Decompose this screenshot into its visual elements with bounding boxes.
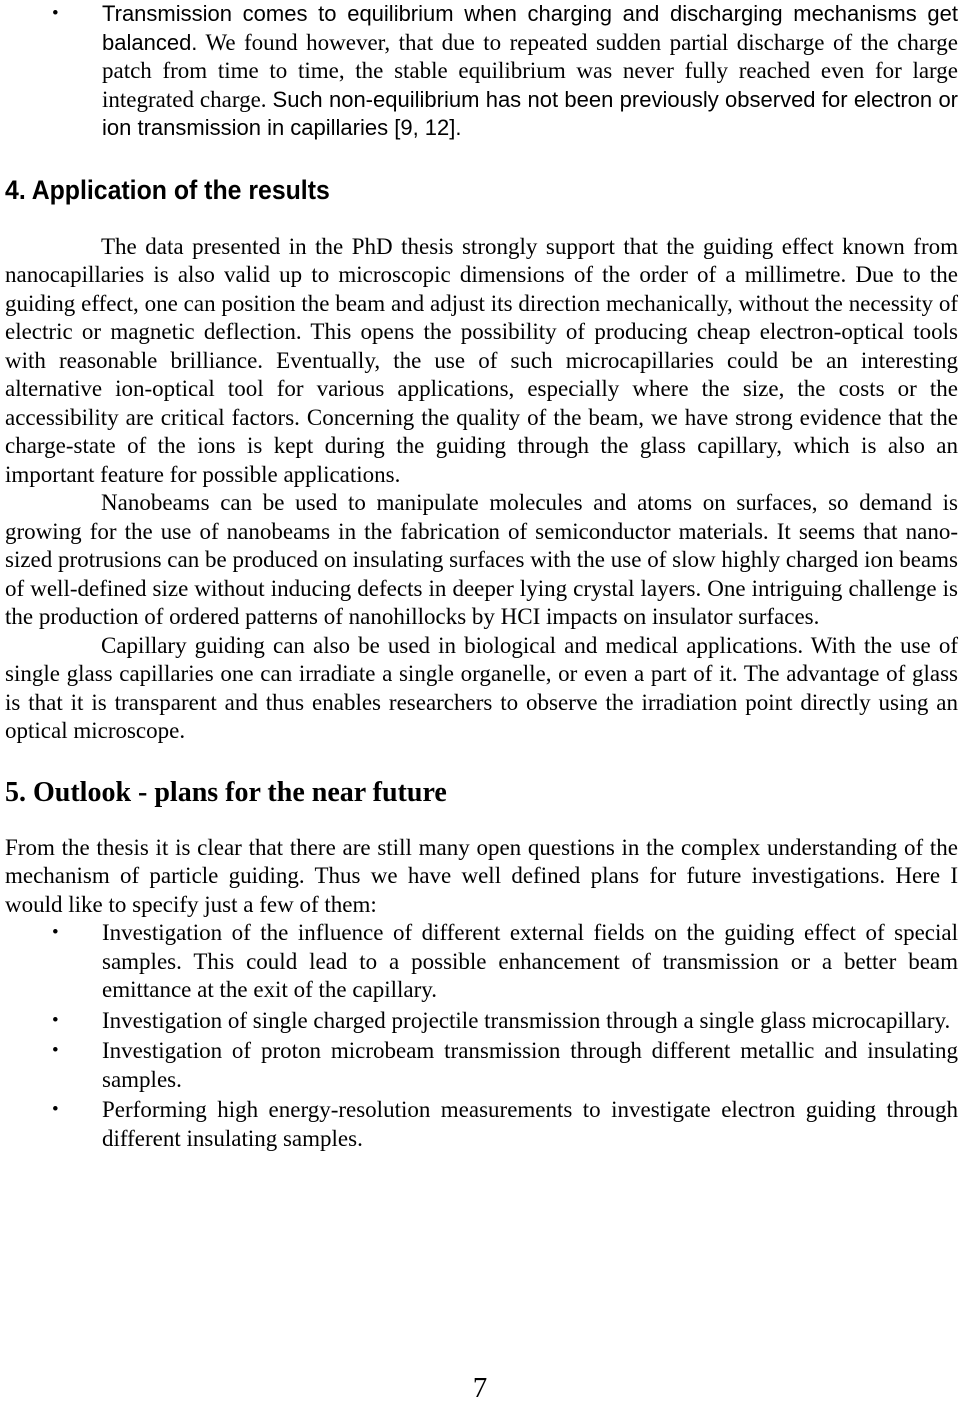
section-4-body [5, 233, 958, 746]
bullet-icon: • [52, 1099, 59, 1120]
intro-bullet-list [5, 0, 958, 143]
plan-item [5, 919, 958, 1005]
plan-item [5, 1096, 958, 1153]
plan-item [5, 1007, 958, 1036]
plans-list [5, 919, 958, 1153]
section-4-heading: 4. Application of the results [5, 174, 330, 205]
plan-item-text: Investigation of the influence of different external fields on the guiding effect of special samples. This could lead to a possible enhancement of transmission or a better beam emittance at the exit of the capillary. [102, 920, 958, 1002]
section-4-paragraph-3: Capillary guiding can also be used in biological and medical applications. With the use of single glass capillaries one can irradiate a single organelle, or even a part of it. The advantage of glass is that it is transparent and thus enables researchers to observe the irradiation point directly using an optical microscope. [5, 632, 958, 743]
section-4-paragraph-1: The data presented in the PhD thesis strongly support that the guiding effect known from nanocapillaries is also valid up to microscopic dimensions of the order of a millimetre. Due to the guiding effect, one can position the beam and adjust its direction mechanically, without the necessity of electric or magnetic deflection. This opens the possibility of producing cheap electron-optical tools with reasonable brilliance. Eventually, the use of such microcapillaries could be an interesting alternative ion-optical tool for various applications, especially where the size, the costs or the accessibility are critical factors. Concerning the quality of the beam, we have strong evidence that the charge-state of the ions is kept during the guiding through the glass capillary, which is also an important feature for possible applications. [5, 233, 958, 487]
bullet-icon: • [52, 1040, 59, 1061]
page-number: 7 [472, 1372, 488, 1404]
section-4-paragraph-2: Nanobeams can be used to manipulate molecules and atoms on surfaces, so demand is growing for the use of nanobeams in the fabrication of semiconductor materials. It seems that nano-sized protrusions can be produced on insulating surfaces with the use of slow highly charged ion beams of well-defined size without inducing defects in deeper lying crystal layers. One intriguing challenge is the production of ordered patterns of nanohillocks by HCI impacts on insulator surfaces. [5, 490, 958, 629]
bullet-icon: • [52, 1009, 59, 1031]
intro-bullet-text-2: We found however, that due to repeated sudden partial discharge of the charge patch from time to time, the stable equilibrium was never fully reached even for large integrated charge. [102, 29, 959, 112]
plan-item-text: Performing high energy-resolution measurements to investigate electron guiding through different insulating samples. [102, 1097, 958, 1151]
plan-item-text: Investigation of proton microbeam transmission through different metallic and insulating samples. [102, 1038, 958, 1092]
intro-bullet-item [5, 0, 958, 143]
section-5-intro-paragraph: From the thesis it is clear that there are still many open questions in the complex understanding of the mechanism of particle guiding. Thus we have well defined plans for future investigations. Here I would like to specify just a few of them: [5, 834, 958, 917]
plan-item-text: Investigation of single charged projectile transmission through a single glass microcapillary. [102, 1007, 951, 1033]
intro-bullet-text-3: Such non-equilibrium has not been previously observed for electron or ion transmission in capillaries [9, 12]. [102, 86, 959, 140]
section-5-heading: 5. Outlook - plans for the near future [5, 776, 447, 808]
intro-bullet-text-1: Transmission comes to equilibrium when charging and discharging mechanisms get balanced. [102, 1, 958, 55]
plan-item [5, 1037, 958, 1094]
section-5-body [5, 834, 958, 1154]
document-page [5, 0, 958, 1155]
bullet-icon: • [52, 922, 59, 943]
bullet-icon: • [52, 3, 59, 24]
